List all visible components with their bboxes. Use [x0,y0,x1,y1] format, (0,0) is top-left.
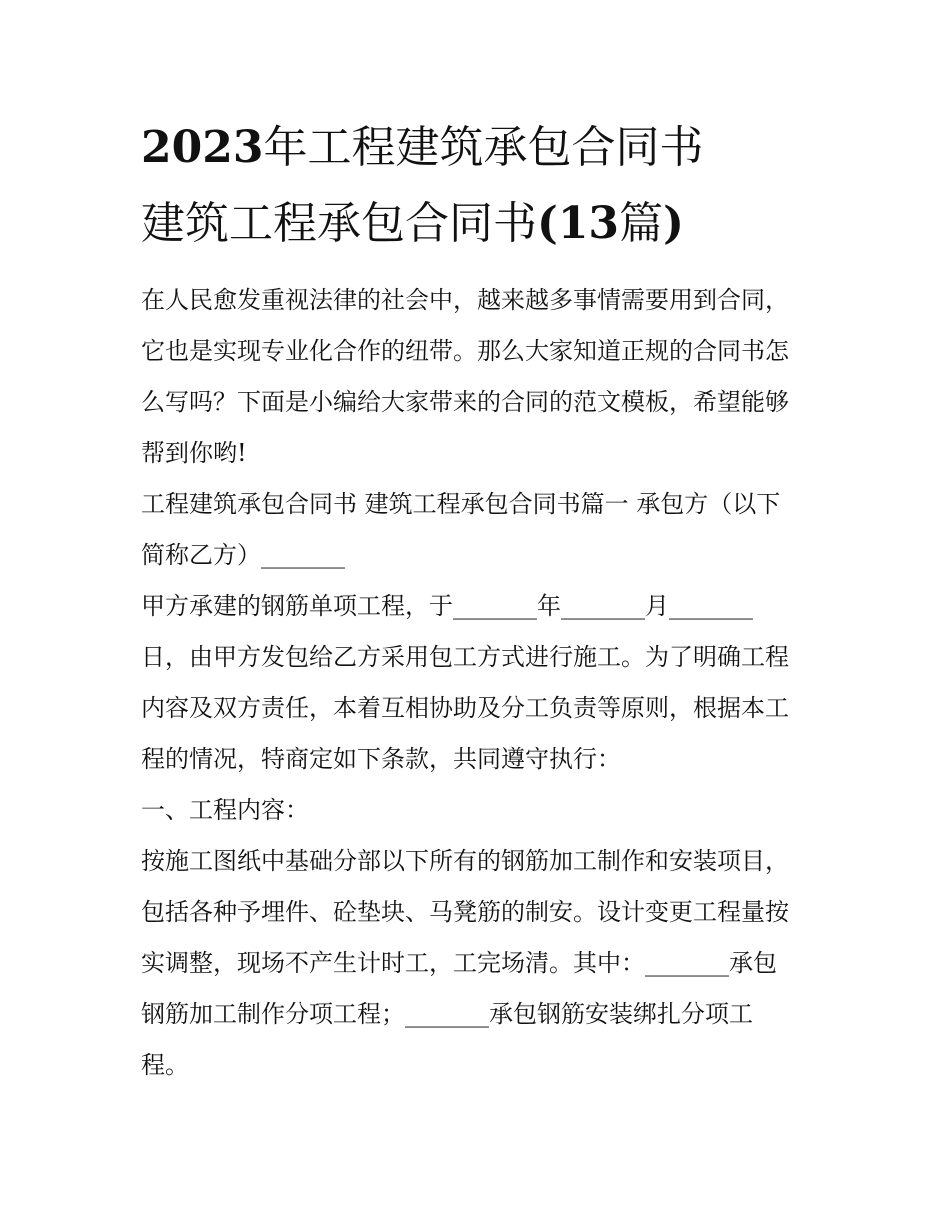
body-line-8: 日，由甲方发包给乙方采用包工方式进行施工。为了明确工程 [141,643,789,671]
body-line-5: 工程建筑承包合同书 建筑工程承包合同书篇一 承包方（以下 [141,490,781,518]
body-line-16: 程。 [141,1051,189,1079]
body-line-15: 钢筋加工制作分项工程；_______承包钢筋安装绑扎分项工 [141,1000,753,1028]
body-line-6: 简称乙方）_______ [141,541,345,569]
document-title-line-2: 建筑工程承包合同书(13篇) [141,198,684,249]
body-line-9: 内容及双方责任，本着互相协助及分工负责等原则，根据本工 [141,694,789,722]
body-line-3: 么写吗？下面是小编给大家带来的合同的范文模板，希望能够 [141,388,789,416]
body-line-4: 帮到你哟! [141,439,247,467]
document-title-line-1: 2023年工程建筑承包合同书 [141,122,704,173]
body-line-2: 它也是实现专业化合作的纽带。那么大家知道正规的合同书怎 [141,337,789,365]
body-line-13: 包括各种予埋件、砼垫块、马凳筋的制安。设计变更工程量按 [141,898,789,926]
body-line-7: 甲方承建的钢筋单项工程，于_______年_______月_______ [141,592,753,620]
body-line-10: 程的情况，特商定如下条款，共同遵守执行： [141,745,621,773]
body-line-12: 按施工图纸中基础分部以下所有的钢筋加工制作和安装项目， [141,847,789,875]
body-line-1: 在人民愈发重视法律的社会中，越来越多事情需要用到合同， [141,286,789,314]
section-heading-1: 一、工程内容： [141,796,309,824]
body-line-14: 实调整，现场不产生计时工，工完场清。其中：_______承包 [141,949,777,977]
